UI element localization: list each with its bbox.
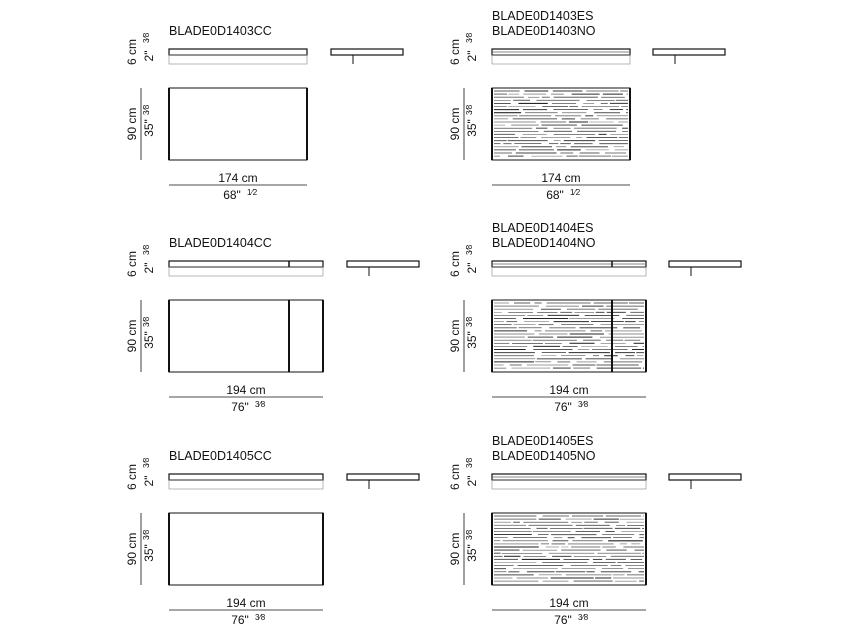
model-code: BLADE0D1403ES: [492, 9, 594, 23]
plan-view-top: [169, 300, 323, 372]
depth-dim-inch-value: 35": [142, 544, 156, 562]
height-dim-cm: 6 cm: [125, 250, 139, 278]
height-dim-cm: 6 cm: [125, 38, 139, 66]
table-panel: [448, 9, 725, 202]
height-dim-cm: 6 cm: [448, 463, 462, 491]
width-inch: 68": [223, 188, 241, 202]
model-code: BLADE0D1403NO: [492, 24, 596, 38]
depth-dim-inch-value: 35": [465, 544, 479, 562]
depth-dim-cm: 90 cm: [448, 532, 462, 566]
plan-view-top: [492, 300, 646, 372]
plan-view-top: [169, 513, 323, 585]
depth-dim-inch: [142, 104, 156, 137]
height-dim-inch: [142, 244, 156, 273]
model-code: BLADE0D1404ES: [492, 221, 594, 235]
height-dim-inch-value: 2": [142, 475, 156, 487]
depth-dim-cm: 90 cm: [448, 319, 462, 353]
depth-dim-inch: [142, 316, 156, 349]
depth-dim-cm: 90 cm: [125, 319, 139, 353]
width-inch: 76": [554, 400, 572, 414]
table-panel: [125, 449, 419, 627]
model-code: BLADE0D1404NO: [492, 236, 596, 250]
side-elevation-top: [669, 261, 741, 267]
height-dim-cm: 6 cm: [448, 38, 462, 66]
depth-dim-inch-fraction: 3⁄8: [465, 316, 474, 327]
height-dim-inch-value: 2": [142, 262, 156, 274]
height-dim-inch-fraction: 3⁄8: [142, 244, 151, 255]
height-dim-inch: [465, 244, 479, 273]
width-inch-fraction: 3⁄8: [255, 400, 266, 409]
front-elevation-base: [492, 267, 646, 276]
depth-dim-inch-fraction: 3⁄8: [465, 104, 474, 115]
width-inch: 76": [231, 613, 249, 627]
height-dim-inch-fraction: 3⁄8: [142, 32, 151, 43]
front-elevation-top: [169, 474, 323, 480]
front-elevation-base: [169, 55, 307, 64]
side-elevation-top: [669, 474, 741, 480]
model-code: BLADE0D1404CC: [169, 236, 272, 250]
height-dim-inch-value: 2": [465, 262, 479, 274]
width-inch-fraction: 1⁄2: [570, 188, 581, 197]
width-inch-fraction: 3⁄8: [255, 613, 266, 622]
height-dim-inch: [465, 32, 479, 61]
front-elevation-top: [169, 49, 307, 55]
depth-dim-inch-fraction: 3⁄8: [142, 316, 151, 327]
table-panel: [125, 24, 403, 202]
width-cm: 194 cm: [226, 383, 266, 397]
plan-view-top: [492, 513, 646, 585]
side-elevation-top: [347, 261, 419, 267]
depth-dim-inch: [465, 104, 479, 137]
depth-dim-inch-fraction: 3⁄8: [142, 104, 151, 115]
depth-dim-inch-value: 35": [142, 331, 156, 349]
front-elevation-base: [169, 480, 323, 489]
depth-dim-inch-value: 35": [142, 119, 156, 137]
height-dim-inch-fraction: 3⁄8: [465, 244, 474, 255]
height-dim-inch-value: 2": [142, 50, 156, 62]
model-code: BLADE0D1405ES: [492, 434, 594, 448]
plan-wood-grain: [494, 91, 628, 156]
plan-wood-grain: [494, 516, 644, 581]
side-elevation-top: [331, 49, 403, 55]
height-dim-inch: [465, 457, 479, 486]
width-inch: 68": [546, 188, 564, 202]
height-dim-cm: 6 cm: [448, 250, 462, 278]
table-panel: [448, 434, 741, 627]
table-panel: [125, 236, 419, 414]
depth-dim-inch-value: 35": [465, 331, 479, 349]
depth-dim-cm: 90 cm: [125, 532, 139, 566]
height-dim-inch-fraction: 3⁄8: [465, 32, 474, 43]
model-code: BLADE0D1405NO: [492, 449, 596, 463]
width-inch-fraction: 3⁄8: [578, 400, 589, 409]
width-cm: 174 cm: [541, 171, 581, 185]
front-elevation-top: [169, 261, 323, 267]
front-elevation-base: [492, 55, 630, 64]
depth-dim-inch-fraction: 3⁄8: [142, 529, 151, 540]
width-inch-fraction: 1⁄2: [247, 188, 258, 197]
depth-dim-cm: 90 cm: [125, 107, 139, 141]
width-cm: 174 cm: [218, 171, 258, 185]
height-dim-inch-fraction: 3⁄8: [465, 457, 474, 468]
plan-view-top: [492, 88, 630, 160]
plan-view-top: [169, 88, 307, 160]
depth-dim-inch: [142, 529, 156, 562]
side-elevation-top: [347, 474, 419, 480]
height-dim-inch-value: 2": [465, 50, 479, 62]
plan-wood-grain: [494, 303, 644, 368]
table-panel: [448, 221, 741, 414]
depth-dim-inch: [465, 316, 479, 349]
depth-dim-inch: [465, 529, 479, 562]
height-dim-cm: 6 cm: [125, 463, 139, 491]
model-code: BLADE0D1405CC: [169, 449, 272, 463]
model-code: BLADE0D1403CC: [169, 24, 272, 38]
height-dim-inch: [142, 457, 156, 486]
width-cm: 194 cm: [549, 596, 589, 610]
depth-dim-cm: 90 cm: [448, 107, 462, 141]
depth-dim-inch-value: 35": [465, 119, 479, 137]
width-inch: 76": [554, 613, 572, 627]
side-elevation-top: [653, 49, 725, 55]
width-cm: 194 cm: [226, 596, 266, 610]
front-elevation-base: [492, 480, 646, 489]
height-dim-inch-value: 2": [465, 475, 479, 487]
height-dim-inch: [142, 32, 156, 61]
width-inch-fraction: 3⁄8: [578, 613, 589, 622]
width-cm: 194 cm: [549, 383, 589, 397]
front-elevation-base: [169, 267, 323, 276]
height-dim-inch-fraction: 3⁄8: [142, 457, 151, 468]
width-inch: 76": [231, 400, 249, 414]
depth-dim-inch-fraction: 3⁄8: [465, 529, 474, 540]
